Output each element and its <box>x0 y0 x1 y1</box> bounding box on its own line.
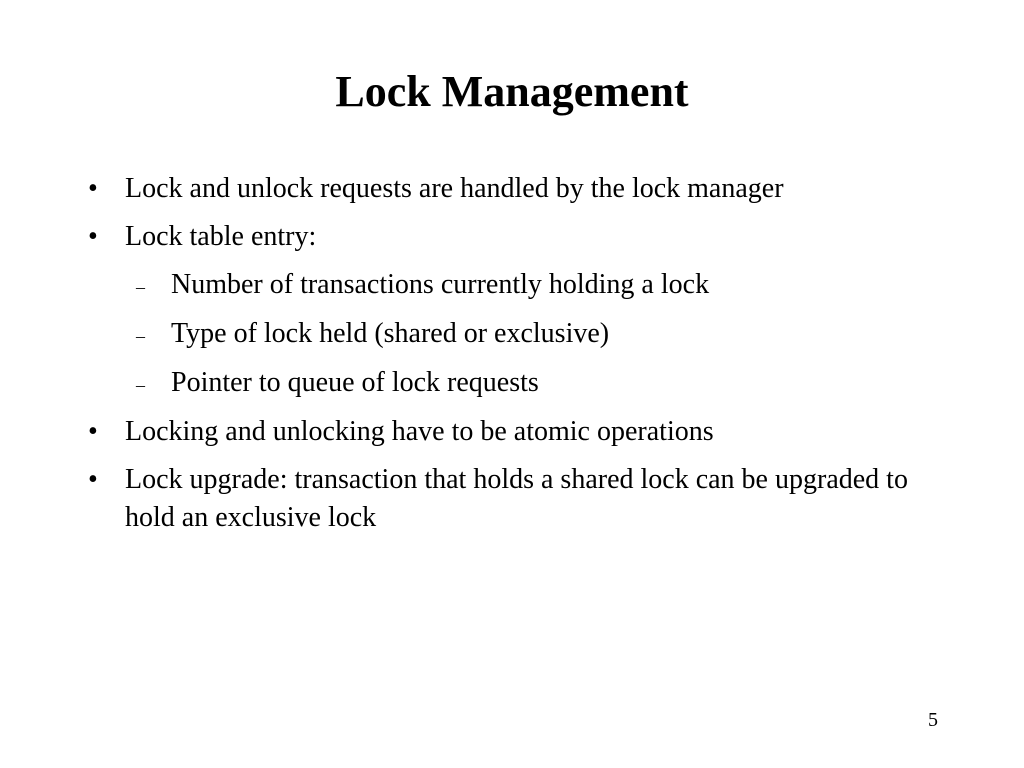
page-number: 5 <box>928 709 938 731</box>
bullet-marker: • <box>88 173 98 204</box>
bullet-marker: • <box>88 221 98 252</box>
dash-marker: – <box>136 375 145 395</box>
bullet-item <box>88 413 948 451</box>
bullet-item <box>88 170 948 208</box>
slide-title: Lock Management <box>335 67 689 116</box>
sub-bullet-item <box>88 315 948 353</box>
sub-bullet-text: Pointer to queue of lock requests <box>171 367 539 398</box>
bullet-item <box>88 218 948 256</box>
dash-marker: – <box>136 277 145 297</box>
sub-bullet-text: Type of lock held (shared or exclusive) <box>171 318 610 349</box>
sub-bullet-text: Number of transactions currently holding a lock <box>171 269 710 300</box>
bullet-text: Locking and unlocking have to be atomic operations <box>125 416 714 447</box>
bullet-item <box>88 461 948 537</box>
sub-bullet-item <box>88 266 948 304</box>
bullet-text: Lock table entry: <box>125 221 317 252</box>
bullet-marker: • <box>88 464 98 495</box>
bullet-text: Lock upgrade: transaction that holds a shared lock can be upgraded to hold an exclusive lock <box>125 464 908 533</box>
bullet-marker: • <box>88 416 98 447</box>
bullet-text: Lock and unlock requests are handled by the lock manager <box>125 173 784 204</box>
bullet-list <box>88 170 948 547</box>
dash-marker: – <box>136 326 145 346</box>
sub-bullet-item <box>88 364 948 402</box>
